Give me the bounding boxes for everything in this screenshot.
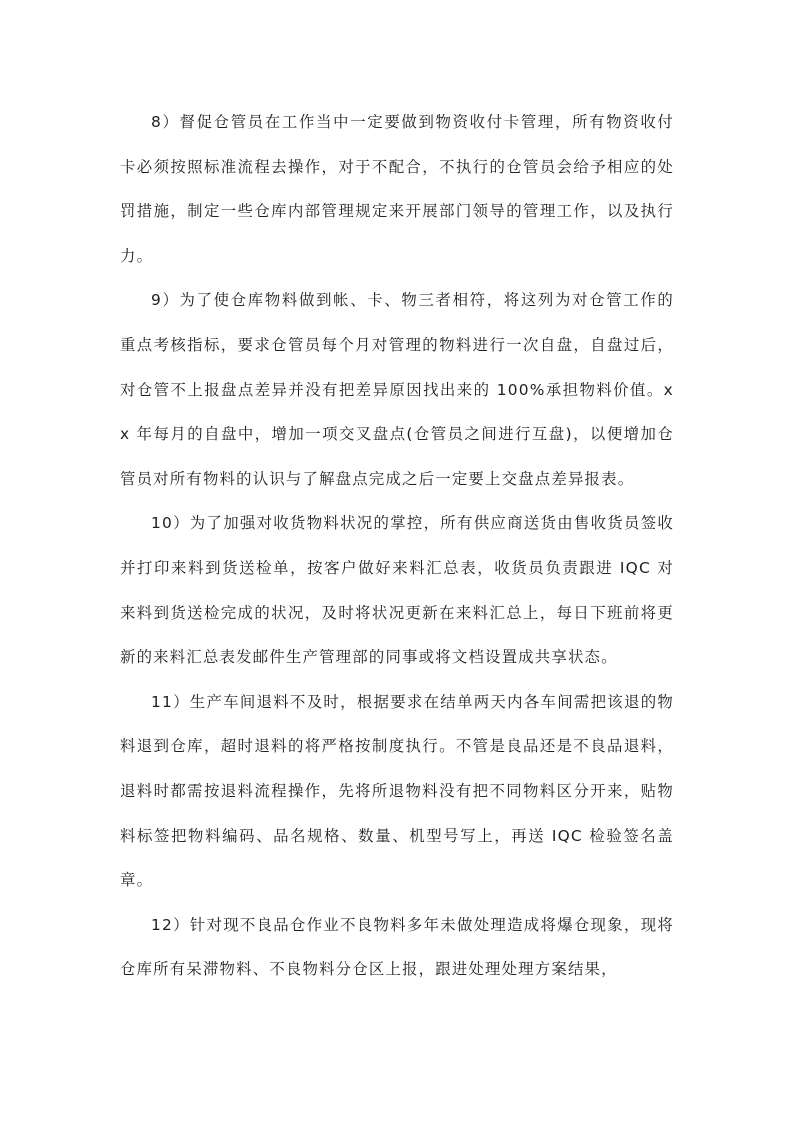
paragraph-8: 8）督促仓管员在工作当中一定要做到物资收付卡管理，所有物资收付卡必须按照标准流程去操作，对于不配合，不执行的仓管员会给予相应的处罚措施，制定一些仓库内部管理规定来开展部门领导的管理工作，以及执行力。 (120, 113, 674, 265)
paragraph-10: 10）为了加强对收货物料状况的掌控，所有供应商送货由售收货员签收并打印来料到货送检单，按客户做好来料汇总表，收货员负责跟进 IQC 对来料到货送检完成的状况，及时将状况更新在来料汇总上，每日下班前将更新的来料汇总表发邮件生产管理部的同事或将文档设置成共享状态。 (120, 514, 674, 667)
paragraph-9: 9）为了使仓库物料做到帐、卡、物三者相符，将这列为对仓管工作的重点考核指标，要求仓管员每个月对管理的物料进行一次自盘，自盘过后，对仓管不上报盘点差异并没有把差异原因找出来的 100%承担物料价值。xx 年每月的自盘中，增加一项交叉盘点(仓管员之间进行互盘)，以便增加仓管员对所有物料的认识与了解盘点完成之后一定要上交盘点差异报表。 (120, 291, 674, 488)
paragraph-11: 11）生产车间退料不及时，根据要求在结单两天内各车间需把该退的物料退到仓库，超时退料的将严格按制度执行。不管是良品还是不良品退料，退料时都需按退料流程操作，先将所退物料没有把不同物料区分开来，贴物料标签把物料编码、品名规格、数量、机型号写上，再送 IQC 检验签名盖章。 (120, 692, 674, 890)
document-body (120, 100, 674, 992)
paragraph-12: 12）针对现不良品仓作业不良物料多年未做处理造成将爆仓现象，现将仓库所有呆滞物料、不良物料分仓区上报，跟进处理处理方案结果， (120, 915, 674, 979)
